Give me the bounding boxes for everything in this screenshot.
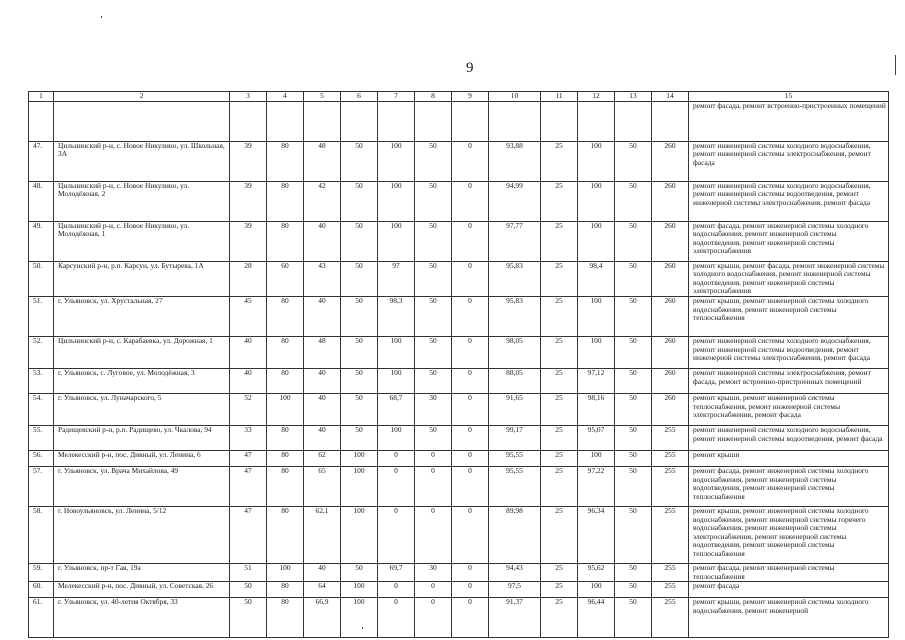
column-header: 8 [415,92,452,102]
table-cell: 54. [29,393,54,425]
table-cell: Радищевский р-н, р.п. Радищево, ул. Чкалова, 94 [54,425,230,450]
table-cell: 100 [378,141,415,181]
table-cell: 50 [341,425,378,450]
table-cell: 0 [378,466,415,506]
table-cell: 50 [415,368,452,393]
column-header: 9 [452,92,489,102]
table-cell: 0 [452,582,489,598]
table-cell: 0 [378,450,415,466]
table-cell [54,101,230,141]
table-cell: 97,12 [578,368,615,393]
table-cell: 25 [541,393,578,425]
table-cell: 98,05 [489,336,541,368]
table-cell: 0 [452,393,489,425]
table-cell: 33 [230,425,267,450]
table-cell: 100 [341,466,378,506]
table-cell [489,101,541,141]
table-cell: г. Ульяновск, ул. Хрустальная, 27 [54,296,230,336]
table-cell: г. Ульяновск, с. Луговое, ул. Молодёжная, 3 [54,368,230,393]
table-cell: 58. [29,506,54,563]
table-cell: 100 [341,598,378,638]
table-cell [230,101,267,141]
table-cell: 260 [652,296,689,336]
table-cell: Цильнинский р-н, с. Карабаевка, ул. Дорожная, 1 [54,336,230,368]
table-cell: Цильнинский р-н, с. Новое Никулино, ул. Молодёжная, 1 [54,221,230,261]
table-cell: 98,4 [578,261,615,296]
table-cell: 80 [267,368,304,393]
table-cell: 0 [378,598,415,638]
table-cell: 50. [29,261,54,296]
table-cell: 100 [267,563,304,581]
table-cell: 0 [452,466,489,506]
column-header: 3 [230,92,267,102]
table-cell: 40 [304,563,341,581]
table-cell: 255 [652,582,689,598]
table-cell: 98,3 [378,296,415,336]
table-row [29,181,889,221]
page-number: 9 [466,60,474,76]
table-cell: 25 [541,425,578,450]
table-cell: 60 [267,261,304,296]
table-cell: 0 [452,368,489,393]
table-cell: 260 [652,393,689,425]
table-cell: 80 [267,425,304,450]
table-cell: 50 [615,221,652,261]
table-cell: 60. [29,582,54,598]
table-row [29,221,889,261]
table-cell: 0 [452,450,489,466]
table-cell: 25 [541,221,578,261]
column-header: 11 [541,92,578,102]
table-cell: ремонт крыши, ремонт инженерной системы холодного водоснабжения, ремонт инженерной [689,598,889,638]
table-cell: 260 [652,368,689,393]
table-cell: 0 [415,598,452,638]
table-cell: 50 [341,261,378,296]
table-cell: 0 [452,336,489,368]
table-cell: 42 [304,181,341,221]
column-header: 7 [378,92,415,102]
table-cell: 40 [304,393,341,425]
table-cell: 100 [578,181,615,221]
table-cell: 0 [452,181,489,221]
table-cell: 95,55 [489,450,541,466]
table-cell [415,101,452,141]
table-row [29,141,889,181]
table-cell: 40 [304,221,341,261]
table-cell: 97,77 [489,221,541,261]
table-cell: 0 [415,450,452,466]
column-header: 10 [489,92,541,102]
table-cell: 68,7 [378,393,415,425]
table-cell: ремонт крыши, ремонт фасада, ремонт инженерной системы холодного водоснабжения, ремонт инженерной системы водоотведения, ремонт инженерной системы электроснабжения [689,261,889,296]
table-row [29,506,889,563]
table-cell: 25 [541,598,578,638]
table-cell: 0 [452,598,489,638]
column-header: 12 [578,92,615,102]
table-cell: 25 [541,506,578,563]
table-cell: 48 [304,141,341,181]
table-cell: 50 [615,582,652,598]
table-cell: 50 [230,582,267,598]
table-cell: 255 [652,466,689,506]
table-cell: 50 [341,221,378,261]
table-cell [615,101,652,141]
table-cell: 100 [378,336,415,368]
table-cell: 50 [341,563,378,581]
table-cell: 80 [267,141,304,181]
table-cell: 255 [652,506,689,563]
table-cell: 51. [29,296,54,336]
table-cell: 100 [341,582,378,598]
table-cell: 56. [29,450,54,466]
table-row [29,368,889,393]
table-cell: г. Ульяновск, ул. Врача Михайлова, 49 [54,466,230,506]
table-cell [652,101,689,141]
table-cell: Карсунский р-н, р.п. Карсун, ул. Бутырева, 1А [54,261,230,296]
table-cell: 39 [230,221,267,261]
table-cell: Мелекесский р-н, пос. Дивный, ул. Ленина, 6 [54,450,230,466]
table-cell: 52. [29,336,54,368]
table-cell: 50 [341,336,378,368]
table-row [29,598,889,638]
table-row [29,336,889,368]
table-cell: 62,1 [304,506,341,563]
table-cell: г. Новоульяновск, ул. Ленина, 5/12 [54,506,230,563]
table-cell: 50 [341,393,378,425]
table-cell: 260 [652,181,689,221]
table-cell: 50 [615,563,652,581]
table-cell: 95,07 [578,425,615,450]
table-cell: 50 [415,181,452,221]
table-cell: 25 [541,296,578,336]
table-cell: 97,22 [578,466,615,506]
table-cell: 95,55 [489,466,541,506]
table-cell: 100 [578,141,615,181]
table-cell: 50 [615,450,652,466]
table-cell: ремонт крыши, ремонт инженерной системы холодного водоснабжения, ремонт инженерной системы горячего водоснабжения, ремонт инженерной системы электроснабжения, ремонт инженерной системы водоотведения, ремонт инженерной системы теплоснабжения [689,506,889,563]
table-cell: 94,99 [489,181,541,221]
table-cell: 100 [578,336,615,368]
table-cell: 91,65 [489,393,541,425]
table-cell: 80 [267,598,304,638]
table-cell: 100 [341,450,378,466]
table-cell: Цильнинский р-н, с. Новое Никулино, ул. Молодёжная, 2 [54,181,230,221]
table-cell: 25 [541,582,578,598]
table-row [29,563,889,581]
table-cell: 0 [415,582,452,598]
table-header-row [29,92,889,102]
table-cell: 100 [578,296,615,336]
table-cell: 50 [341,141,378,181]
table-row [29,450,889,466]
table-cell: 95,83 [489,261,541,296]
table-cell: 43 [304,261,341,296]
table-cell: 96,44 [578,598,615,638]
table-cell [578,101,615,141]
table-cell: 0 [415,506,452,563]
table-cell: ремонт инженерной системы холодного водоснабжения, ремонт инженерной системы водоотведения, ремонт фасада [689,425,889,450]
table-cell: 55. [29,425,54,450]
table-cell: 50 [615,261,652,296]
table-cell: 50 [341,296,378,336]
table-cell: 57. [29,466,54,506]
table-cell: 47 [230,466,267,506]
table-cell: 50 [341,368,378,393]
table-cell: 0 [452,141,489,181]
table-cell: 0 [452,563,489,581]
table-row [29,261,889,296]
table-cell: 50 [615,296,652,336]
table-cell: ремонт инженерной системы холодного водоснабжения, ремонт инженерной системы электроснабжения, ремонт фасада [689,141,889,181]
table-cell: 260 [652,141,689,181]
table-cell: 0 [415,466,452,506]
column-header: 6 [341,92,378,102]
table-cell: 96,34 [578,506,615,563]
table-cell: 0 [452,425,489,450]
table-cell: 39 [230,181,267,221]
table-cell: 47 [230,450,267,466]
table-cell: 50 [415,425,452,450]
table-cell: 25 [541,466,578,506]
table-cell: 0 [452,221,489,261]
table-cell: 89,98 [489,506,541,563]
table-cell: 51 [230,563,267,581]
table-cell: 50 [615,368,652,393]
column-header: 1 [29,92,54,102]
table-cell: 40 [304,368,341,393]
table-row [29,582,889,598]
column-header: 2 [54,92,230,102]
table-cell [267,101,304,141]
table-cell: 95,83 [489,296,541,336]
table-cell: 80 [267,221,304,261]
table-cell: 69,7 [378,563,415,581]
table-cell: 50 [415,141,452,181]
table-cell: 0 [378,582,415,598]
scan-mark [362,627,363,629]
table-cell: ремонт инженерной системы холодного водоснабжения, ремонт инженерной системы водоотведения, ремонт инженерной системы электроснабжения, ремонт фасада [689,181,889,221]
table-cell: 64 [304,582,341,598]
table-cell: 80 [267,466,304,506]
table-cell: 65 [304,466,341,506]
table-cell [304,101,341,141]
table-cell: 100 [378,425,415,450]
table-row [29,296,889,336]
table-cell: 53. [29,368,54,393]
column-header: 5 [304,92,341,102]
scan-mark [101,16,102,18]
table-cell: 50 [415,221,452,261]
table-cell: 50 [415,336,452,368]
table-cell: ремонт инженерной системы холодного водоснабжения, ремонт инженерной системы водоотведения, ремонт инженерной системы электроснабжения, ремонт фасада [689,336,889,368]
table-cell: ремонт крыши, ремонт инженерной системы холодного водоснабжения, ремонт инженерной системы теплоснабжения [689,296,889,336]
table-cell: 88,05 [489,368,541,393]
table-cell: 50 [615,181,652,221]
table-cell: 80 [267,181,304,221]
table-cell: 30 [415,563,452,581]
table-cell: ремонт фасада, ремонт инженерной системы холодного водоснабжения, ремонт инженерной системы водоотведения, ремонт инженерной системы теплоснабжения [689,466,889,506]
table-cell: 25 [541,336,578,368]
table-cell: 100 [578,582,615,598]
table-cell: 80 [267,506,304,563]
table-cell: ремонт фасада, ремонт инженерной системы теплоснабжения [689,563,889,581]
table-cell [541,101,578,141]
table-cell: г. Ульяновск, ул. Луначарского, 5 [54,393,230,425]
table-cell: 48. [29,181,54,221]
table-cell: 80 [267,336,304,368]
table-cell: 40 [304,296,341,336]
table-cell: 0 [452,261,489,296]
table-cell: 50 [415,296,452,336]
table-cell: ремонт крыши, ремонт инженерной системы теплоснабжения, ремонт инженерной системы электроснабжения, ремонт фасада [689,393,889,425]
table-cell: 0 [452,506,489,563]
table-cell: 47. [29,141,54,181]
table-row [29,101,889,141]
table-cell: 39 [230,141,267,181]
table-cell: 50 [615,425,652,450]
table-cell: ремонт инженерной системы электроснабжения, ремонт фасада, ремонт встроенно-пристроенных помещений [689,368,889,393]
table-cell: 100 [378,221,415,261]
scan-mark [895,55,896,75]
table-cell: 50 [615,393,652,425]
table-cell: 48 [304,336,341,368]
table-cell: Мелекесский р-н, пос. Дивный, ул. Советская, 26 [54,582,230,598]
table-cell: 50 [615,506,652,563]
table-cell: 62 [304,450,341,466]
table-cell: 40 [230,336,267,368]
table-cell: 93,88 [489,141,541,181]
table-cell: 50 [615,466,652,506]
table-cell: 98,16 [578,393,615,425]
table-cell: 260 [652,261,689,296]
table-cell: 255 [652,598,689,638]
table-cell: 97 [378,261,415,296]
table-cell: 25 [541,563,578,581]
table-cell: 91,37 [489,598,541,638]
table-cell: 0 [378,506,415,563]
column-header: 4 [267,92,304,102]
table-cell: 260 [652,221,689,261]
table-cell: 100 [578,450,615,466]
table-cell: 47 [230,506,267,563]
table-cell: ремонт фасада, ремонт встроенно-пристроенных помещений [689,101,889,141]
table-cell: 80 [267,450,304,466]
table-cell: 25 [541,368,578,393]
table-cell: 25 [541,181,578,221]
column-header: 13 [615,92,652,102]
table-cell: 40 [304,425,341,450]
table-cell: 45 [230,296,267,336]
table-cell: ремонт фасада, ремонт инженерной системы холодного водоснабжения, ремонт инженерной системы водоотведения, ремонт инженерной системы электроснабжения [689,221,889,261]
table-cell: 59. [29,563,54,581]
table-cell [452,101,489,141]
column-header: 14 [652,92,689,102]
table-cell: 99,17 [489,425,541,450]
table-cell [378,101,415,141]
table-cell: 49. [29,221,54,261]
table-cell: ремонт фасада [689,582,889,598]
table-cell: 94,43 [489,563,541,581]
table-cell: 80 [267,582,304,598]
table-cell: ремонт крыши [689,450,889,466]
data-table [28,91,889,638]
table-cell: 255 [652,425,689,450]
table-cell: 25 [541,141,578,181]
table-cell: 100 [378,181,415,221]
table-cell [341,101,378,141]
table-row [29,425,889,450]
table-cell: 50 [415,261,452,296]
table-row [29,466,889,506]
table-cell: 66,9 [304,598,341,638]
table-cell: 260 [652,336,689,368]
table-cell: 255 [652,450,689,466]
table-cell: 40 [230,368,267,393]
column-header: 15 [689,92,889,102]
table-cell: Цильнинский р-н, с. Новое Никулино, ул. Школьная, 3А [54,141,230,181]
table-cell [29,101,54,141]
table-cell: 100 [267,393,304,425]
table-cell: 0 [452,296,489,336]
table-cell: 95,62 [578,563,615,581]
table-cell: 50 [615,336,652,368]
table-row [29,393,889,425]
table-cell: 100 [378,368,415,393]
table-cell: 50 [230,598,267,638]
table-cell: 255 [652,563,689,581]
table-cell: 50 [615,598,652,638]
table-cell: г. Ульяновск, пр-т Гая, 19а [54,563,230,581]
table-cell: г. Ульяновск, ул. 40-летия Октября, 33 [54,598,230,638]
table-cell: 50 [615,141,652,181]
table-cell: 100 [341,506,378,563]
table-cell: 97,5 [489,582,541,598]
table-cell: 25 [541,450,578,466]
table-cell: 28 [230,261,267,296]
table-cell: 61. [29,598,54,638]
table-cell: 30 [415,393,452,425]
table-cell: 100 [578,221,615,261]
table-cell: 50 [341,181,378,221]
table-cell: 80 [267,296,304,336]
table-cell: 25 [541,261,578,296]
table-cell: 52 [230,393,267,425]
